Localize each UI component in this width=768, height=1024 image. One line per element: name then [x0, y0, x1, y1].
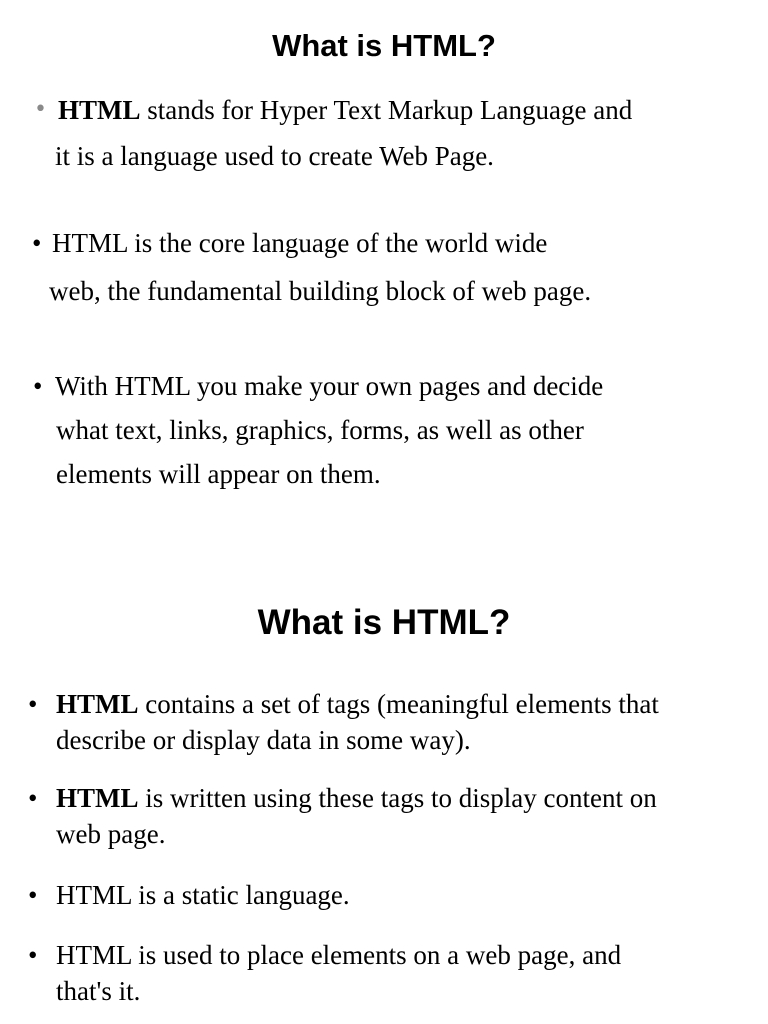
slide2-bullet-2	[0, 780, 768, 852]
bullet-icon: •	[34, 97, 47, 122]
bullet-text: contains a set of tags (meaningful elements that	[138, 689, 659, 719]
bullet-line: it is a language used to create Web Page.	[55, 141, 494, 171]
slide2-title: What is HTML?	[257, 603, 511, 642]
bullet-line: elements will appear on them.	[56, 459, 381, 489]
bullet-icon: •	[28, 783, 38, 813]
bold-term: HTML	[58, 95, 141, 125]
bullet-line	[0, 686, 768, 722]
bullet-text: is written using these tags to display content on	[138, 783, 657, 813]
slide1-bullet-1	[0, 87, 768, 179]
bullet-icon: •	[33, 371, 43, 401]
slide1-title: What is HTML?	[272, 28, 496, 63]
slide2-bullet-4	[0, 937, 768, 1009]
bullet-line: that's it.	[56, 976, 141, 1006]
bullet-icon: •	[28, 940, 38, 970]
bullet-line: web page.	[56, 819, 166, 849]
bullet-line: web, the fundamental building block of web page.	[49, 276, 592, 306]
bullet-text: stands for Hyper Text Markup Language and	[140, 95, 633, 125]
bold-term: HTML	[56, 783, 139, 813]
bullet-icon: •	[28, 689, 38, 719]
bullet-line: HTML is a static language.	[56, 880, 350, 910]
bullet-line: describe or display data in some way).	[56, 725, 471, 755]
bullet-line: what text, links, graphics, forms, as well as other	[56, 415, 584, 445]
bullet-icon: •	[32, 228, 42, 258]
bullet-line: HTML is the core language of the world wide	[52, 228, 548, 258]
bullet-icon: •	[28, 880, 38, 910]
slide2-bullet-1	[0, 686, 768, 758]
slide2-bullet-3	[0, 877, 768, 913]
bullet-line	[0, 780, 768, 816]
bullet-line: HTML is used to place elements on a web page, and	[56, 940, 622, 970]
slide1-bullet-3	[0, 364, 768, 496]
bullet-line: With HTML you make your own pages and decide	[55, 371, 604, 401]
bold-term: HTML	[56, 689, 139, 719]
bullet-line	[0, 87, 768, 133]
slide1-bullet-2	[0, 219, 768, 315]
